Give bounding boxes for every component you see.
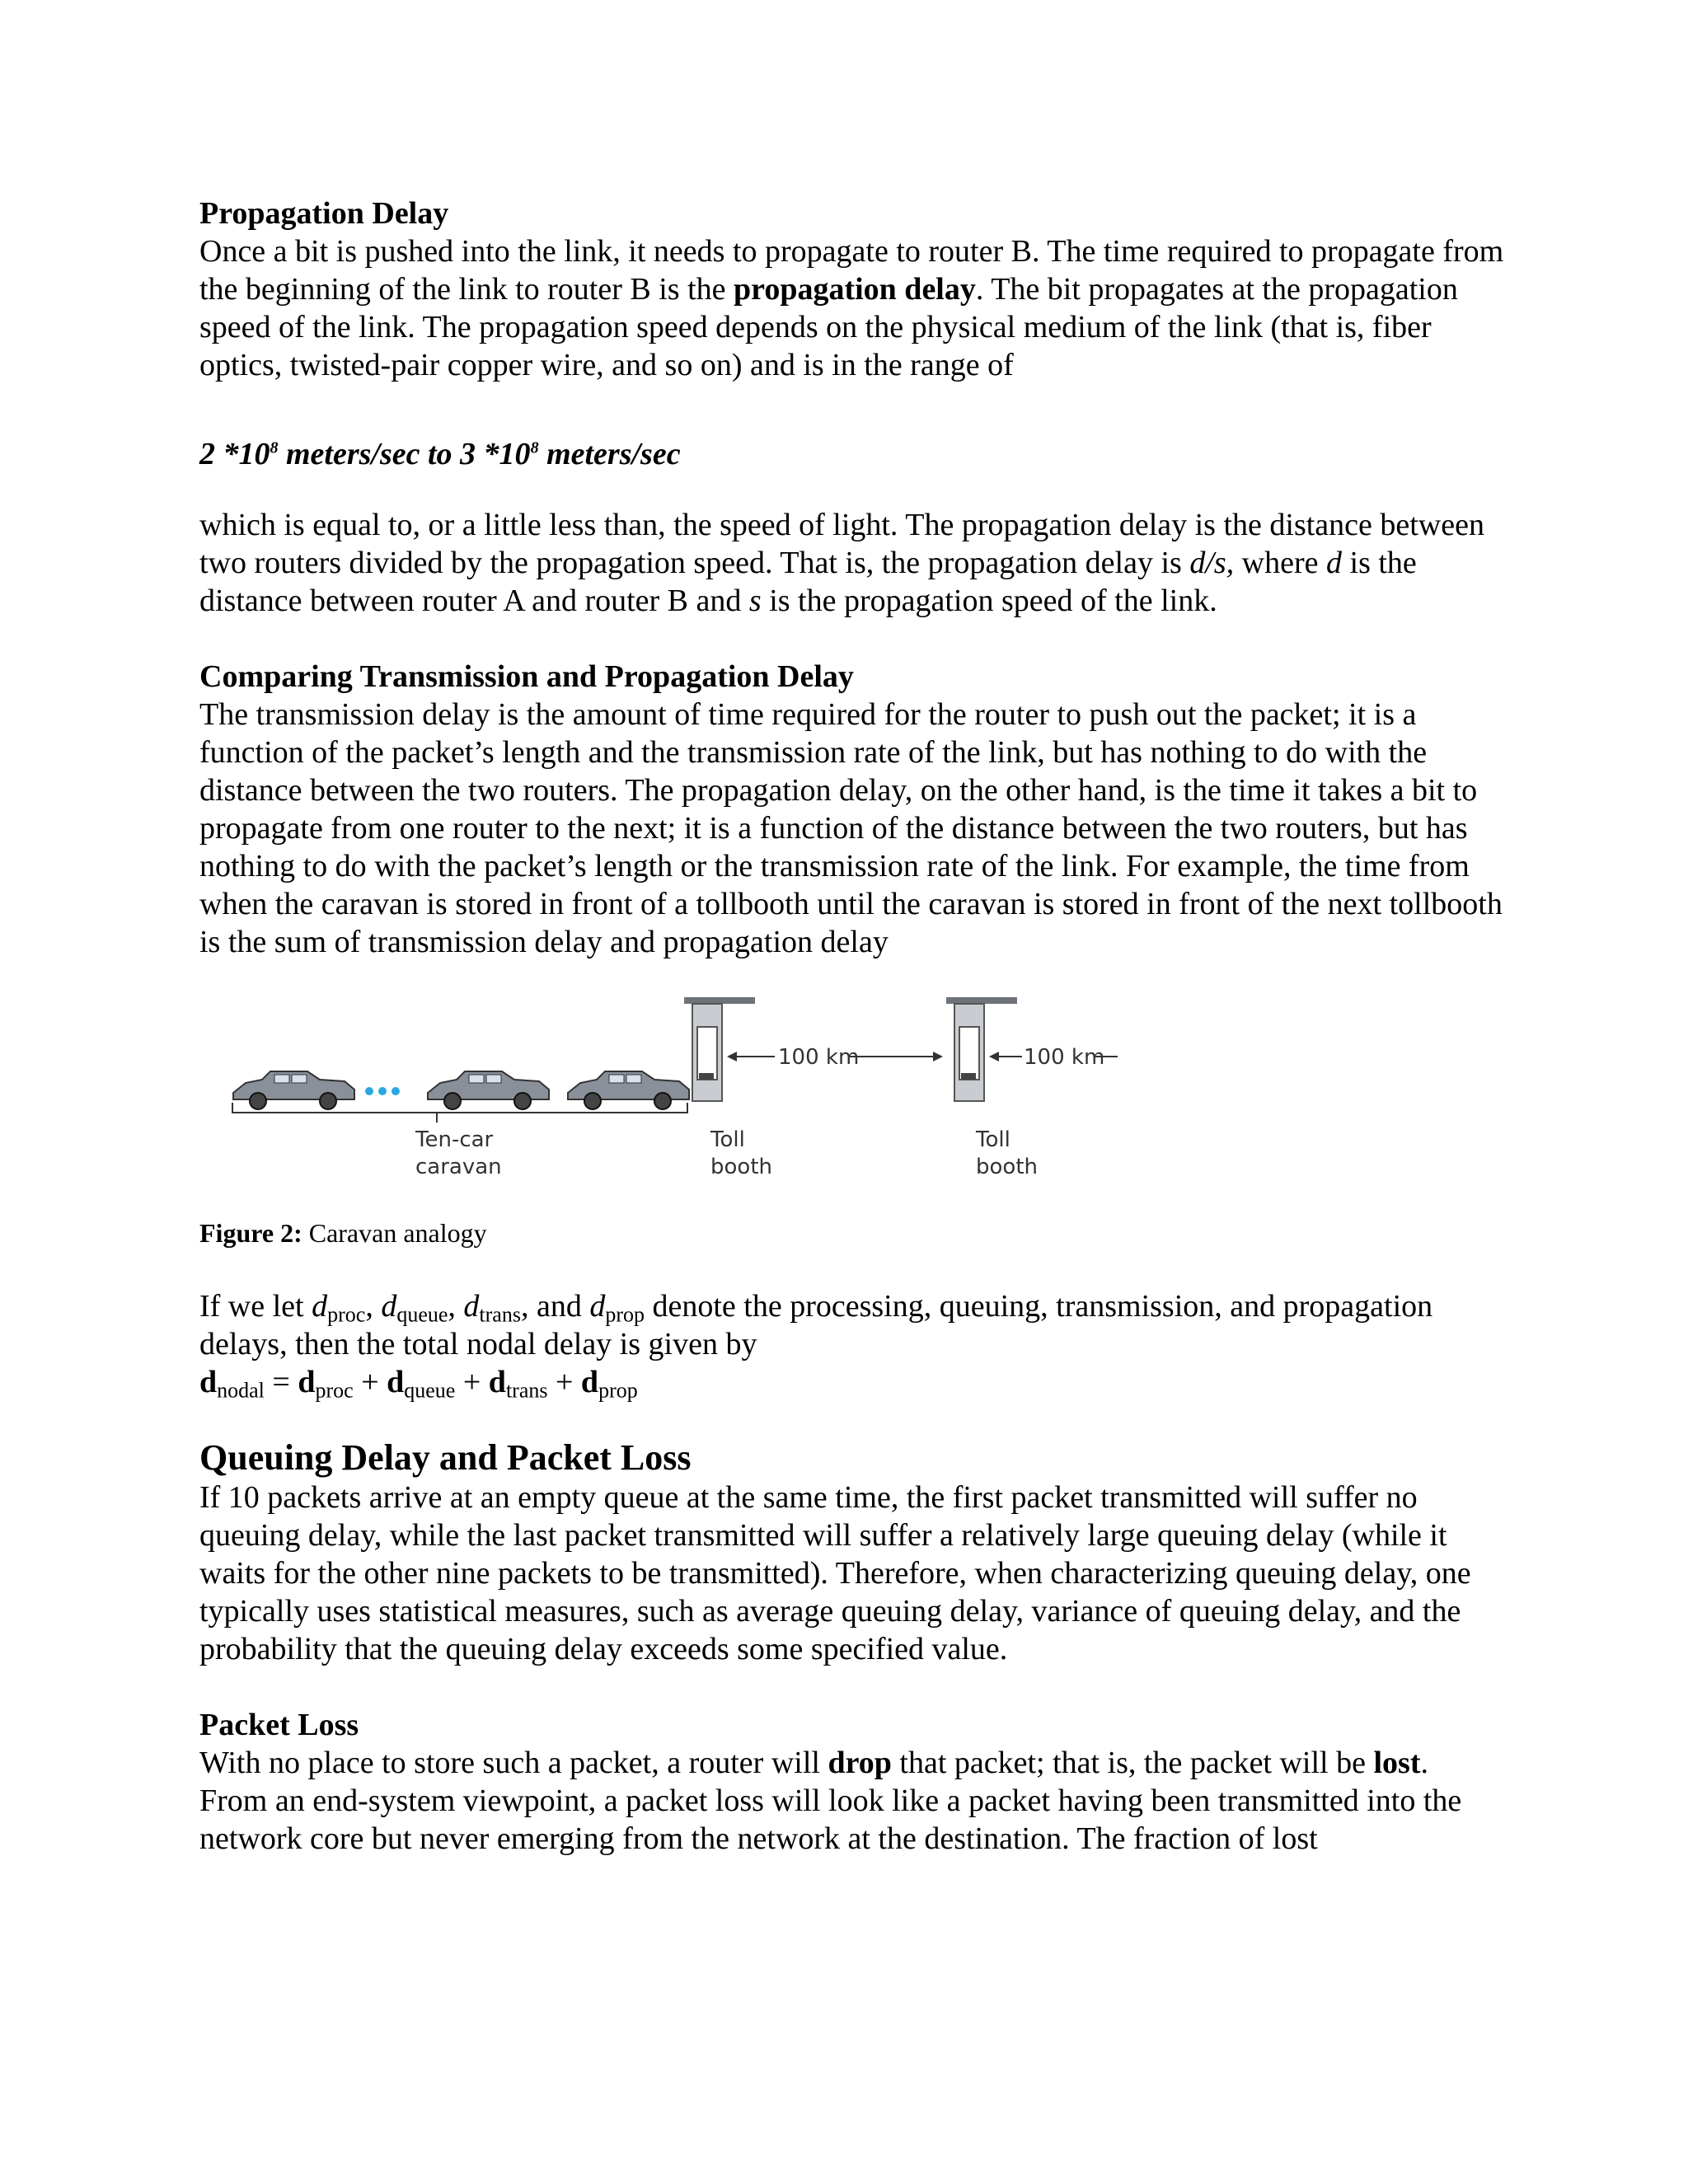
paragraph-packet-loss-1: With no place to store such a packet, a router will drop that packet; that is, the packet will be lost. xyxy=(199,1746,1428,1780)
distance-label-2: 100 km xyxy=(1024,1045,1105,1070)
caravan-label-line2: caravan xyxy=(415,1155,502,1179)
toll-booth-1-line1: Toll xyxy=(710,1127,745,1152)
paragraph-propagation-intro: Once a bit is pushed into the link, it needs to propagate to router B. The time required to propagate from the beginning of the link to router B is the propagation delay. The bit propagates at the propagation speed of the link. The propagation speed depends on the physical medium of the link (that is, fiber optics, twisted-pair copper wire, and so on) and is in the range of xyxy=(199,234,1504,382)
paragraph-packet-loss-2: From an end-system viewpoint, a packet loss will look like a packet having been transmitted into the network core but never emerging from the network at the destination. The fraction of lost xyxy=(199,1783,1462,1856)
caravan-diagram xyxy=(229,994,1218,1200)
car-icon xyxy=(428,1071,549,1109)
toll-booth-2-line2: booth xyxy=(976,1155,1038,1179)
paragraph-propagation-definition: which is equal to, or a little less than, the speed of light. The propagation delay is the distance between two routers divided by the propagation speed. That is, the propagation delay is d/s, where d is the distance between router A and router B and s is the propagation speed of the link. xyxy=(199,508,1484,618)
toll-booth-2-line1: Toll xyxy=(976,1127,1010,1152)
document-page xyxy=(199,194,1518,1858)
ellipsis-dots-icon xyxy=(365,1087,400,1095)
car-icon xyxy=(233,1071,354,1109)
figure-caption: Figure 2: Caravan analogy xyxy=(199,1218,487,1248)
caravan-label-line1: Ten-car xyxy=(415,1127,494,1152)
section-heading-propagation-delay: Propagation Delay xyxy=(199,196,449,231)
toll-booth-icon xyxy=(946,997,1017,1101)
propagation-speed-range: 2 $*10^8$ meters/sec to 3 $*10^8$ meters/sec xyxy=(199,437,681,471)
paragraph-comparing-delays: The transmission delay is the amount of time required for the router to push out the packet; it is a function of the packet’s length and the transmission rate of the link, but has nothing to do with the distance between the two routers. The propagation delay, on the other hand, is the time it takes a bit to propagate from one router to the next; it is a function of the distance between the two routers, but has nothing to do with the packet’s length or the transmission rate of the link. For example, the time from when the caravan is stored in front of a tollbooth until the caravan is stored in front of the next tollbooth is the sum of transmission delay and propagation delay xyxy=(199,697,1503,959)
toll-booth-icon xyxy=(684,997,755,1101)
toll-booth-1-line2: booth xyxy=(710,1155,772,1179)
section-heading-comparing-delays: Comparing Transmission and Propagation Delay xyxy=(199,659,854,694)
distance-arrow-2 xyxy=(989,1045,1118,1070)
car-icon xyxy=(568,1071,689,1109)
paragraph-nodal-delay-intro: If we let $d_{proc}$, $d_{queue}$, $d_{trans}$, and $d_{prop}$ denote the processing, queuing, transmission, and propagation delays, then the total nodal delay is given by xyxy=(199,1289,1433,1361)
section-heading-queuing-delay: Queuing Delay and Packet Loss xyxy=(199,1437,692,1478)
distance-arrow-1 xyxy=(727,1045,943,1070)
nodal-delay-equation: $d_{nodal} = d_{proc} + d_{queue} + d_{trans} + d_{prop}$ xyxy=(199,1365,638,1403)
section-heading-packet-loss: Packet Loss xyxy=(199,1708,359,1742)
caravan-figure xyxy=(199,994,1518,1216)
distance-label-1: 100 km xyxy=(778,1045,860,1070)
paragraph-queuing-delay: If 10 packets arrive at an empty queue at the same time, the first packet transmitted will suffer no queuing delay, while the last packet transmitted will suffer a relatively large queuing delay (while it waits for the other nine packets to be transmitted). Therefore, when characterizing queuing delay, one typically uses statistical measures, such as average queuing delay, variance of queuing delay, and the probability that the queuing delay exceeds some specified value. xyxy=(199,1480,1471,1666)
